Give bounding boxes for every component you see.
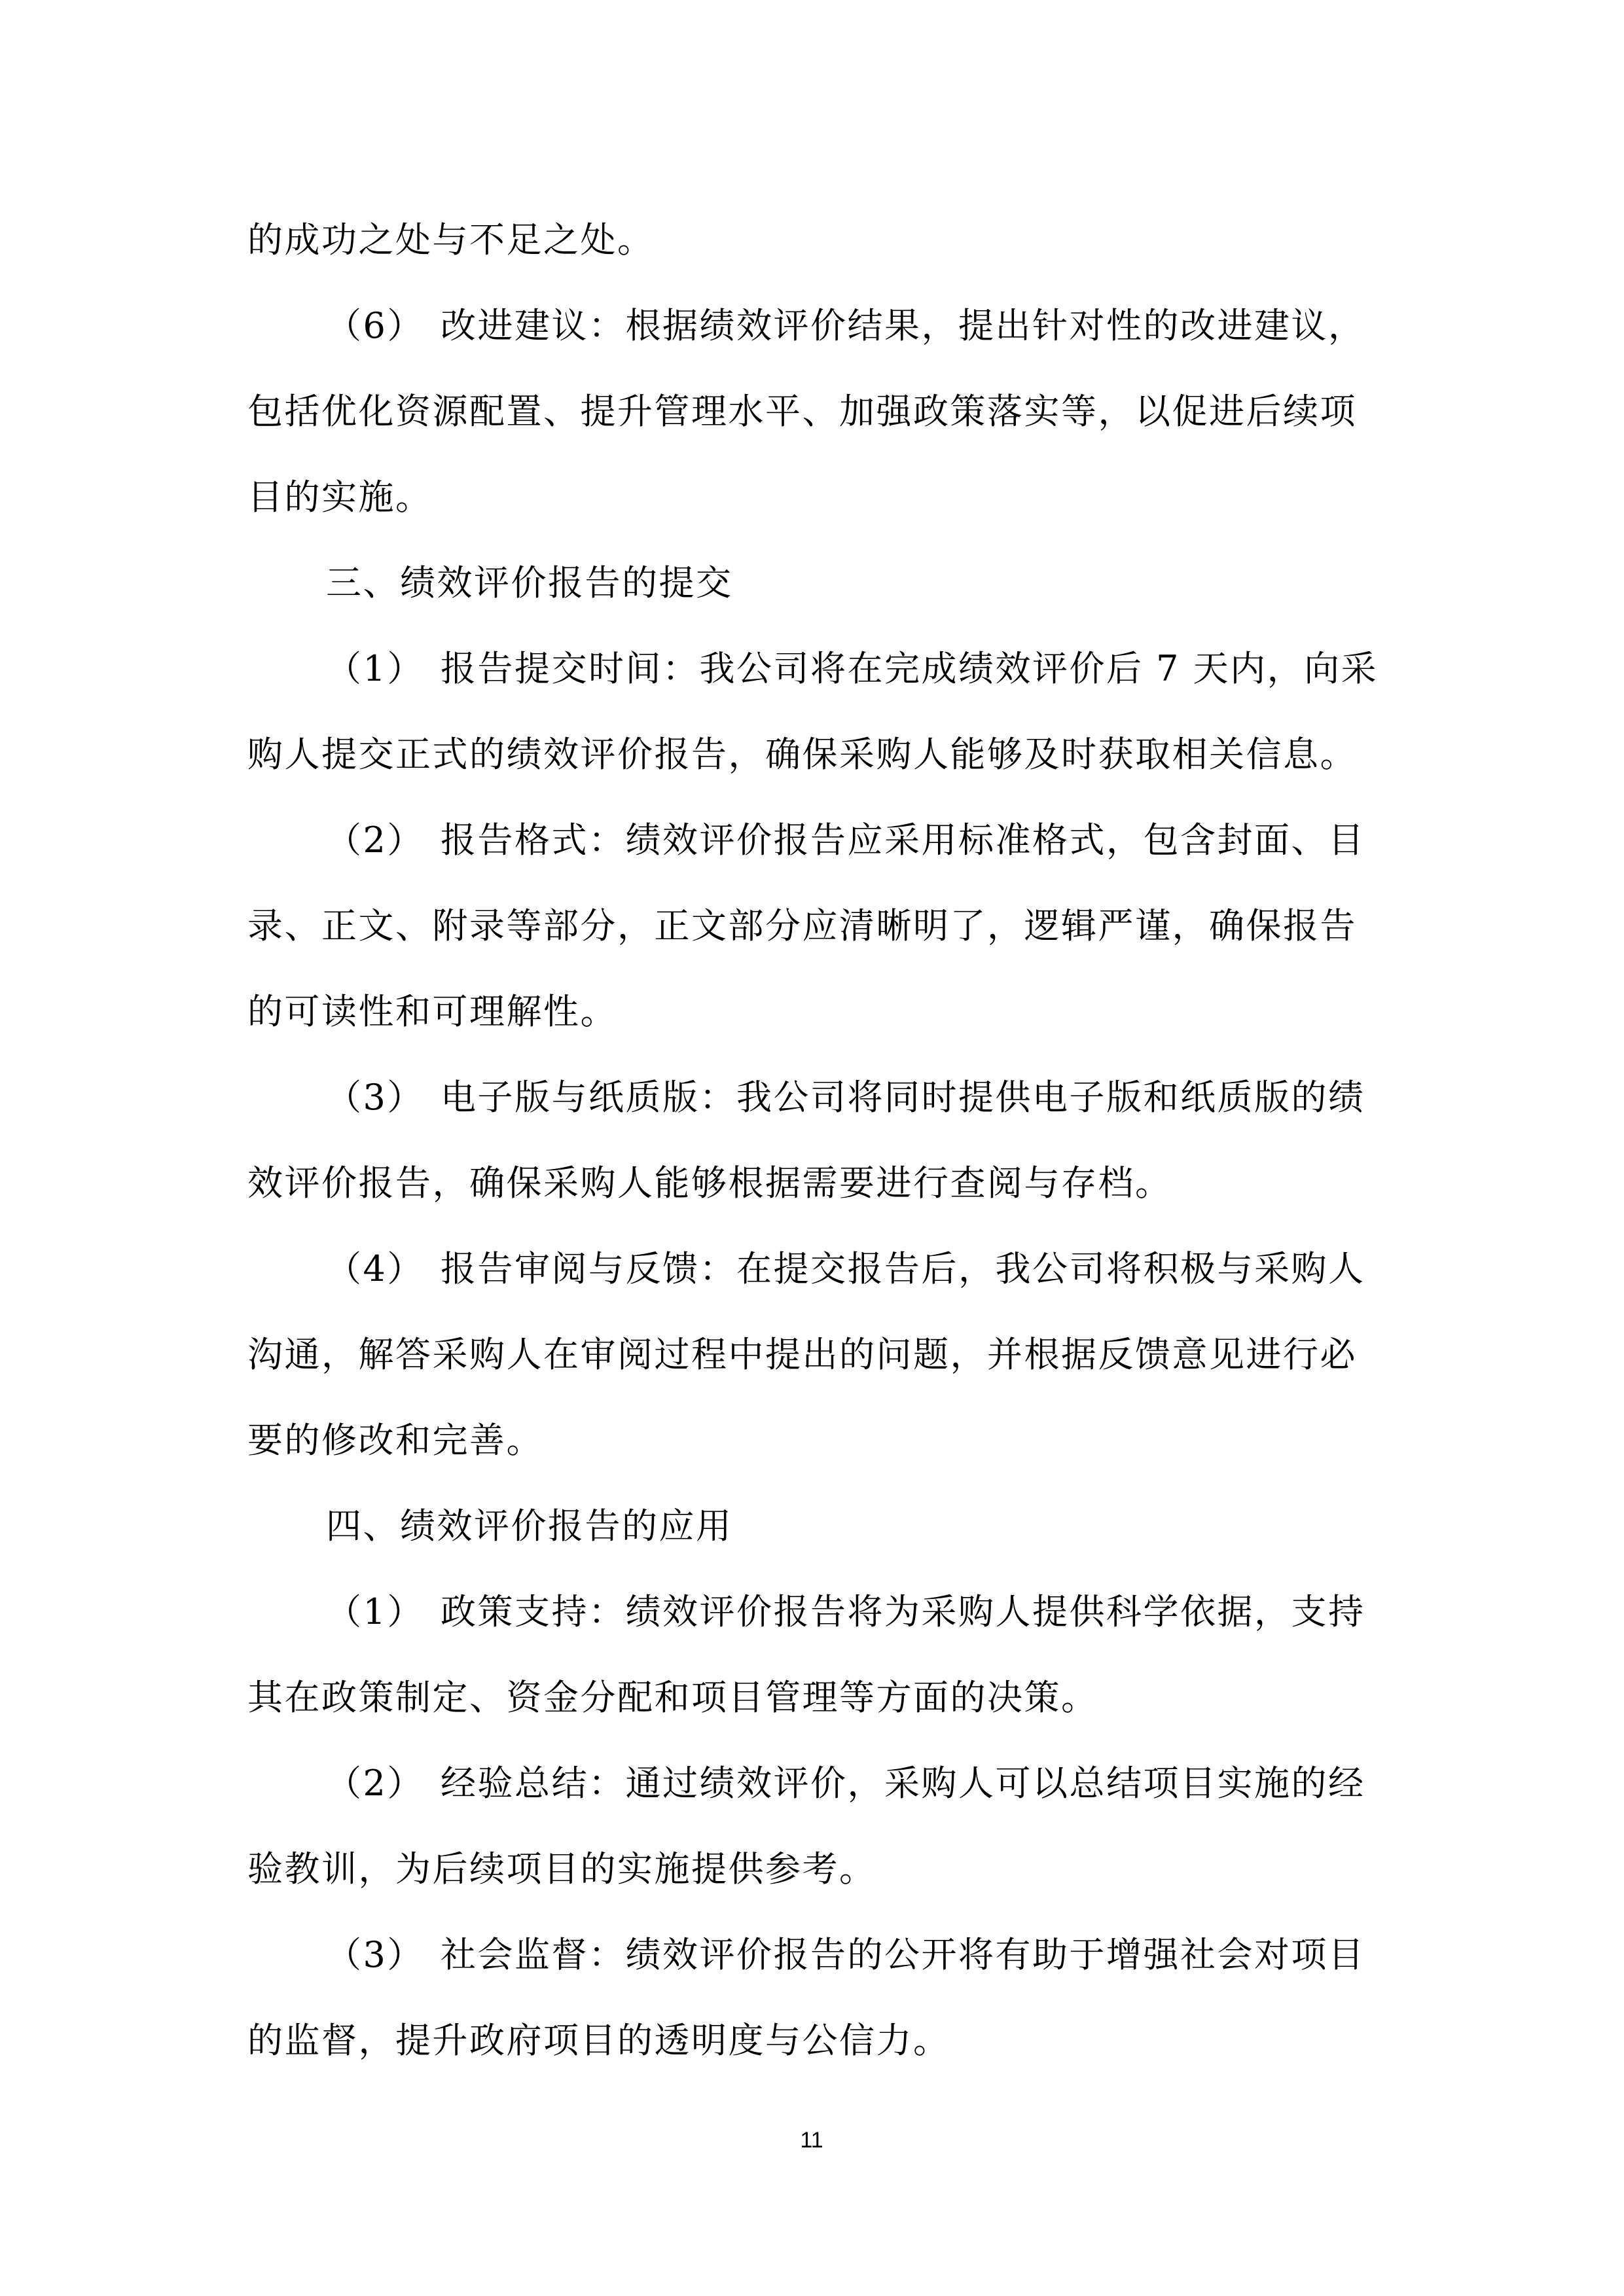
item-number: （3） — [326, 1077, 424, 1118]
list-item — [326, 633, 1386, 705]
heading-text: 四、绩效评价报告的应用 — [326, 1505, 733, 1547]
text-line — [247, 1833, 1386, 1905]
line-text: 经验总结：通过绩效评价，采购人可以总结项目实施的经 — [441, 1763, 1365, 1804]
item-number: （1） — [326, 648, 424, 689]
heading-text: 三、绩效评价报告的提交 — [326, 562, 733, 603]
item-number: （2） — [326, 1763, 424, 1804]
text-line — [247, 1405, 1386, 1477]
line-text: 包括优化资源配置、提升管理水平、加强政策落实等，以促进后续项 — [247, 391, 1357, 432]
list-item — [326, 290, 1386, 362]
line-text: 电子版与纸质版：我公司将同时提供电子版和纸质版的绩 — [441, 1077, 1365, 1118]
text-line — [247, 976, 1386, 1048]
page-number: 11 — [800, 2128, 823, 2153]
text-line — [247, 890, 1386, 962]
text-line — [247, 2005, 1386, 2077]
item-number: （4） — [326, 1248, 424, 1289]
list-item — [326, 804, 1386, 876]
line-text: 沟通，解答采购人在审阅过程中提出的问题，并根据反馈意见进行必 — [247, 1334, 1357, 1375]
line-text: 报告格式：绩效评价报告应采用标准格式，包含封面、目 — [441, 819, 1365, 861]
line-text: 验教训，为后续项目的实施提供参考。 — [247, 1848, 876, 1890]
line-text: 购人提交正式的绩效评价报告，确保采购人能够及时获取相关信息。 — [247, 734, 1357, 775]
item-number: （1） — [326, 1591, 424, 1632]
line-text: 的成功之处与不足之处。 — [247, 219, 655, 260]
line-text: 报告审阅与反馈：在提交报告后，我公司将积极与采购人 — [441, 1248, 1365, 1289]
text-line — [247, 1662, 1386, 1734]
text-line — [247, 376, 1386, 448]
line-text: 效评价报告，确保采购人能够根据需要进行查阅与存档。 — [247, 1162, 1172, 1204]
line-text: 要的修改和完善。 — [247, 1420, 543, 1461]
line-text: 的可读性和可理解性。 — [247, 991, 617, 1032]
list-item — [326, 1919, 1386, 1991]
list-item — [326, 1576, 1386, 1648]
line-text: 其在政策制定、资金分配和项目管理等方面的决策。 — [247, 1677, 1098, 1718]
item-number: （3） — [326, 1934, 424, 1975]
section-heading — [326, 1490, 1386, 1562]
text-line — [247, 1147, 1386, 1219]
item-number: （2） — [326, 819, 424, 861]
list-item — [326, 1748, 1386, 1820]
line-text: 报告提交时间：我公司将在完成绩效评价后 7 天内，向采 — [441, 648, 1379, 689]
text-line — [247, 1319, 1386, 1391]
list-item — [326, 1233, 1386, 1305]
line-text: 目的实施。 — [247, 476, 433, 518]
text-line — [247, 719, 1386, 791]
list-item — [326, 1062, 1386, 1134]
line-text: 社会监督：绩效评价报告的公开将有助于增强社会对项目 — [441, 1934, 1365, 1975]
text-line — [247, 461, 1386, 533]
line-text: 改进建议：根据绩效评价结果，提出针对性的改进建议， — [441, 305, 1365, 346]
section-heading — [326, 547, 1386, 619]
text-line — [247, 204, 1386, 276]
line-text: 录、正文、附录等部分，正文部分应清晰明了，逻辑严谨，确保报告 — [247, 905, 1357, 946]
item-number: （6） — [326, 305, 424, 346]
line-text: 政策支持：绩效评价报告将为采购人提供科学依据，支持 — [441, 1591, 1365, 1632]
line-text: 的监督，提升政府项目的透明度与公信力。 — [247, 2020, 950, 2061]
